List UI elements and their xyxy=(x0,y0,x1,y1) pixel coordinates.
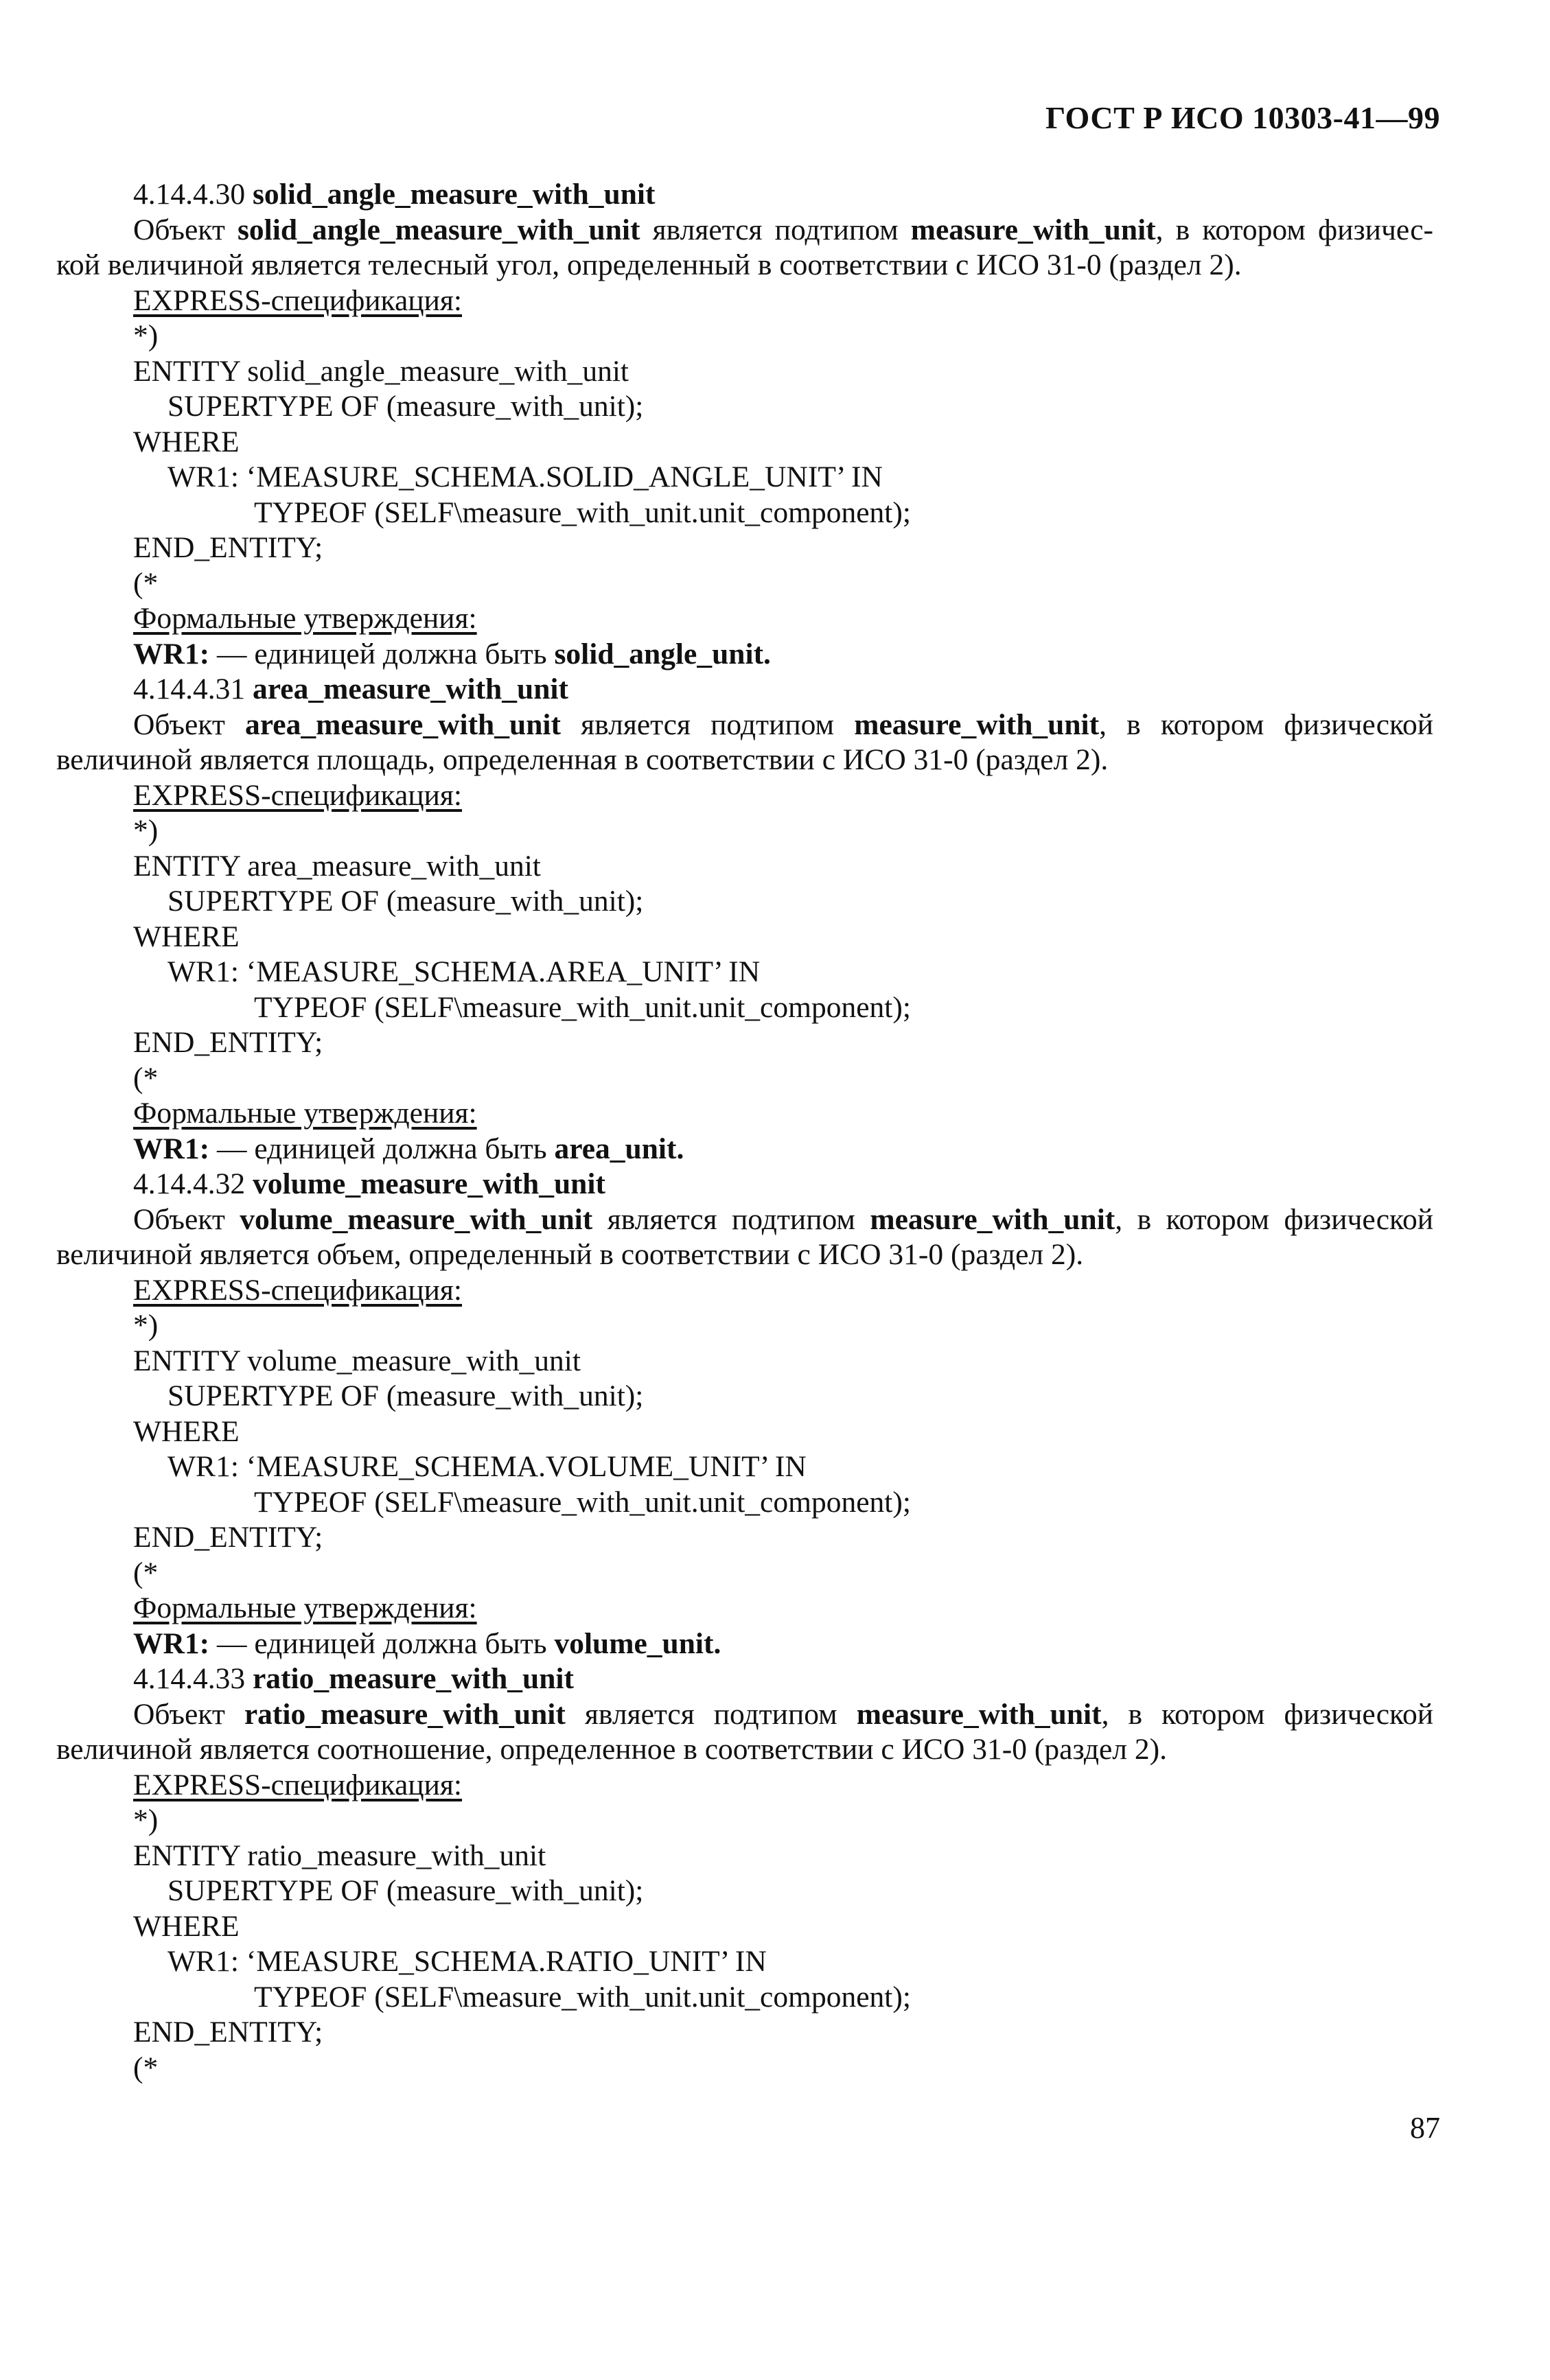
desc-text: , в котором физической величиной является площадь, определенная в соответствии с ИСО 31-0 (раздел 2). xyxy=(56,708,1433,776)
section-heading xyxy=(56,1167,1433,1202)
section-heading xyxy=(56,672,1433,708)
supertype-line: SUPERTYPE OF (measure_with_unit); xyxy=(167,1379,644,1412)
express-label: EXPRESS-спецификация: xyxy=(133,283,462,317)
entity-line: ENTITY ratio_measure_with_unit xyxy=(133,1839,546,1872)
express-label: EXPRESS-спецификация: xyxy=(133,778,462,812)
desc-supertype: measure_with_unit xyxy=(854,708,1100,741)
end-entity-line: END_ENTITY; xyxy=(133,531,323,564)
desc-text: является подтипом xyxy=(560,708,855,741)
entity-line: ENTITY area_measure_with_unit xyxy=(133,849,541,883)
section-volume xyxy=(56,1167,1433,1661)
section-ratio xyxy=(56,1661,1433,2086)
section-title: volume_measure_with_unit xyxy=(253,1167,605,1200)
express-close: (* xyxy=(133,1061,159,1095)
desc-text: , в котором физической величиной является соотношение, определенное в соответствии с ИСО 31-0 (раздел 2). xyxy=(56,1697,1433,1766)
rule-text: — единицей должна быть xyxy=(209,637,555,670)
rule-line xyxy=(56,637,1433,673)
page-number: 87 xyxy=(1410,2111,1440,2145)
entity-line: ENTITY solid_angle_measure_with_unit xyxy=(133,354,629,388)
section-heading xyxy=(56,1661,1433,1697)
supertype-line: SUPERTYPE OF (measure_with_unit); xyxy=(167,885,644,918)
desc-text: является подтипом xyxy=(565,1697,857,1731)
formal-label: Формальные утверждения: xyxy=(133,602,477,635)
supertype-line: SUPERTYPE OF (measure_with_unit); xyxy=(167,1874,644,1907)
section-number: 4.14.4.31 xyxy=(133,673,246,705)
wr1-line: WR1: ‘MEASURE_SCHEMA.AREA_UNIT’ IN xyxy=(167,955,761,988)
express-label: EXPRESS-спецификация: xyxy=(133,1273,462,1307)
desc-text: Объект xyxy=(133,1697,244,1731)
typeof-line: TYPEOF (SELF\measure_with_unit.unit_component); xyxy=(254,1980,911,2014)
section-area xyxy=(56,672,1433,1167)
where-line: WHERE xyxy=(133,1414,240,1448)
where-line: WHERE xyxy=(133,425,240,458)
wr1-line: WR1: ‘MEASURE_SCHEMA.RATIO_UNIT’ IN xyxy=(167,1945,767,1978)
wr1-line: WR1: ‘MEASURE_SCHEMA.SOLID_ANGLE_UNIT’ IN xyxy=(167,460,883,493)
desc-text: , в котором физичес-кой величиной является телесный угол, определенный в соответствии с ИСО 31-0 (раздел 2). xyxy=(56,213,1434,281)
wr1-line: WR1: ‘MEASURE_SCHEMA.VOLUME_UNIT’ IN xyxy=(167,1450,807,1483)
document-header: ГОСТ Р ИСО 10303-41—99 xyxy=(1045,100,1440,135)
section-title: area_measure_with_unit xyxy=(253,673,568,705)
desc-text: Объект xyxy=(133,1202,240,1236)
section-title: solid_angle_measure_with_unit xyxy=(253,178,656,211)
desc-text: Объект xyxy=(133,708,245,741)
where-line: WHERE xyxy=(133,1909,240,1943)
express-open: *) xyxy=(133,1804,159,1836)
typeof-line: TYPEOF (SELF\measure_with_unit.unit_component); xyxy=(254,1485,911,1519)
desc-text: является подтипом xyxy=(592,1202,870,1236)
express-open: *) xyxy=(133,814,159,847)
rule-line xyxy=(56,1132,1433,1167)
entity-line: ENTITY volume_measure_with_unit xyxy=(133,1344,581,1377)
section-solid-angle xyxy=(56,177,1433,672)
formal-label: Формальные утверждения: xyxy=(133,1591,477,1624)
rule-label: WR1: xyxy=(133,1132,210,1165)
formal-label: Формальные утверждения: xyxy=(133,1097,477,1130)
where-line: WHERE xyxy=(133,920,240,953)
section-title: ratio_measure_with_unit xyxy=(253,1662,575,1695)
desc-entity: ratio_measure_with_unit xyxy=(244,1697,566,1731)
rule-label: WR1: xyxy=(133,637,210,670)
express-close: (* xyxy=(133,1556,159,1589)
desc-text: , в котором физической величиной является объем, определенный в соответствии с ИСО 31-0 (раздел 2). xyxy=(56,1202,1433,1271)
express-close: (* xyxy=(133,566,159,600)
section-number: 4.14.4.33 xyxy=(133,1662,246,1695)
supertype-line: SUPERTYPE OF (measure_with_unit); xyxy=(167,390,644,423)
end-entity-line: END_ENTITY; xyxy=(133,1026,323,1059)
express-open: *) xyxy=(133,319,159,352)
desc-entity: area_measure_with_unit xyxy=(245,708,561,741)
section-number: 4.14.4.30 xyxy=(133,178,246,211)
section-description xyxy=(56,1202,1433,1273)
express-close: (* xyxy=(133,2051,159,2084)
desc-text: является подтипом xyxy=(640,213,911,246)
rule-unit: solid_angle_unit. xyxy=(554,637,771,670)
rule-label: WR1: xyxy=(133,1626,210,1660)
section-description xyxy=(56,708,1433,778)
page-content xyxy=(56,177,1433,2086)
desc-entity: volume_measure_with_unit xyxy=(240,1202,593,1236)
rule-line xyxy=(56,1626,1433,1662)
rule-unit: volume_unit. xyxy=(554,1626,721,1660)
rule-unit: area_unit. xyxy=(554,1132,684,1165)
typeof-line: TYPEOF (SELF\measure_with_unit.unit_component); xyxy=(254,990,911,1024)
desc-supertype: measure_with_unit xyxy=(910,213,1156,246)
section-description xyxy=(56,213,1433,283)
desc-supertype: measure_with_unit xyxy=(856,1697,1102,1731)
express-open: *) xyxy=(133,1309,159,1342)
rule-text: — единицей должна быть xyxy=(209,1132,555,1165)
end-entity-line: END_ENTITY; xyxy=(133,1521,323,1554)
section-number: 4.14.4.32 xyxy=(133,1167,246,1200)
desc-text: Объект xyxy=(133,213,238,246)
express-label: EXPRESS-спецификация: xyxy=(133,1768,462,1801)
end-entity-line: END_ENTITY; xyxy=(133,2016,323,2049)
typeof-line: TYPEOF (SELF\measure_with_unit.unit_component); xyxy=(254,495,911,529)
desc-entity: solid_angle_measure_with_unit xyxy=(238,213,640,246)
section-description xyxy=(56,1697,1433,1768)
rule-text: — единицей должна быть xyxy=(209,1626,555,1660)
section-heading xyxy=(56,177,1433,213)
desc-supertype: measure_with_unit xyxy=(870,1202,1115,1236)
